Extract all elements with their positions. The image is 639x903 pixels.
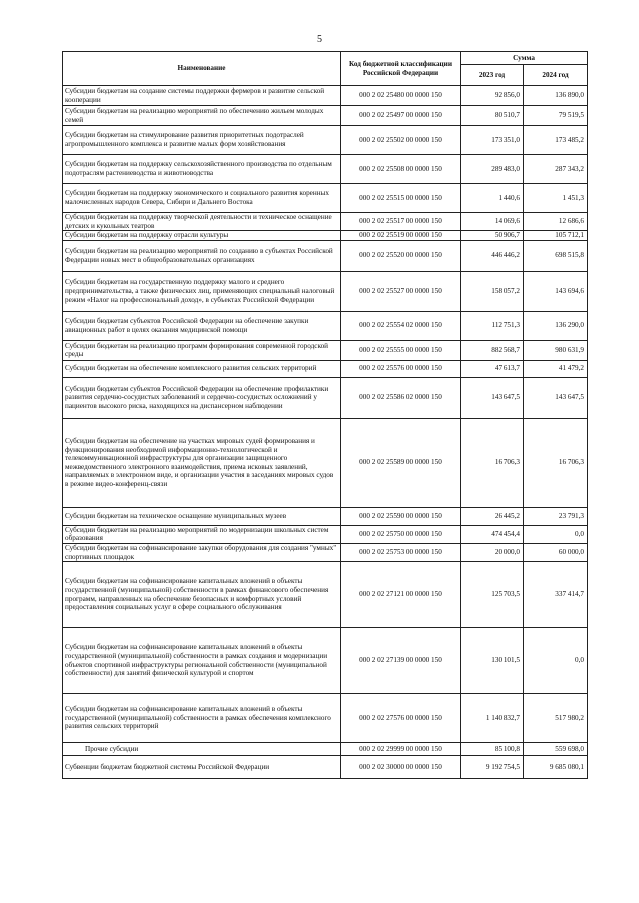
row-amount-2024: 337 414,7 bbox=[524, 562, 588, 628]
row-name: Субсидии бюджетам на поддержку творческой деятельности и техническое оснащение детских и кукольных театров bbox=[63, 213, 341, 231]
row-amount-2023: 289 483,0 bbox=[461, 155, 524, 184]
row-name: Субсидии бюджетам на реализацию мероприятий по модернизации школьных систем образования bbox=[63, 525, 341, 543]
table-row bbox=[63, 86, 588, 106]
row-name: Субсидии бюджетам на создание системы поддержки фермеров и развитие сельской кооперации bbox=[63, 86, 341, 106]
row-name: Субсидии бюджетам на обеспечение на участках мировых судей формирования и функционирования необходимой информационно-технологической и телекоммуникационной инфраструктуры для организации защищенного межведомственного электронного взаимодействия, приема исковых заявлений, направляемых в электронном виде, и организации участия в заседаниях мировых судов в режиме видео-конференц-связи bbox=[63, 418, 341, 507]
row-amount-2023: 112 751,3 bbox=[461, 311, 524, 340]
row-code: 000 2 02 27139 00 0000 150 bbox=[341, 628, 461, 694]
row-name: Субсидии бюджетам на стимулирование развития приоритетных подотраслей агропромышленного комплекса и развитие малых форм хозяйствования bbox=[63, 126, 341, 155]
table-row bbox=[63, 756, 588, 779]
budget-table bbox=[62, 51, 588, 779]
row-amount-2023: 50 906,7 bbox=[461, 231, 524, 241]
row-amount-2024: 517 980,2 bbox=[524, 694, 588, 743]
table-row bbox=[63, 184, 588, 213]
row-code: 000 2 02 25590 00 0000 150 bbox=[341, 507, 461, 525]
row-code: 000 2 02 25515 00 0000 150 bbox=[341, 184, 461, 213]
row-name: Субсидии бюджетам на софинансирование капитальных вложений в объекты государственной (муниципальной) собственности в рамках финансового обеспечения программ, направленных на обеспечение безопасных и комфортных условий предоставления социальных услуг в сфере социального обслуживания bbox=[63, 562, 341, 628]
row-amount-2024: 980 631,9 bbox=[524, 340, 588, 360]
row-name: Субсидии бюджетам на реализацию программ формирования современной городской среды bbox=[63, 340, 341, 360]
table-row bbox=[63, 507, 588, 525]
row-code: 000 2 02 25750 00 0000 150 bbox=[341, 525, 461, 543]
row-amount-2023: 130 101,5 bbox=[461, 628, 524, 694]
row-code: 000 2 02 25517 00 0000 150 bbox=[341, 213, 461, 231]
table-row bbox=[63, 231, 588, 241]
row-code: 000 2 02 25527 00 0000 150 bbox=[341, 271, 461, 311]
row-name: Субсидии бюджетам на техническое оснащение муниципальных музеев bbox=[63, 507, 341, 525]
row-amount-2024: 287 343,2 bbox=[524, 155, 588, 184]
row-name: Субсидии бюджетам на обеспечение комплексного развития сельских территорий bbox=[63, 360, 341, 377]
row-amount-2023: 143 647,5 bbox=[461, 377, 524, 418]
row-amount-2023: 16 706,3 bbox=[461, 418, 524, 507]
row-code: 000 2 02 25586 02 0000 150 bbox=[341, 377, 461, 418]
row-name: Субсидии бюджетам на поддержку экономического и социального развития коренных малочисленных народов Севера, Сибири и Дальнего Востока bbox=[63, 184, 341, 213]
row-code: 000 2 02 30000 00 0000 150 bbox=[341, 756, 461, 779]
header-year-2024: 2024 год bbox=[524, 65, 588, 86]
row-amount-2024: 698 515,8 bbox=[524, 240, 588, 271]
row-amount-2023: 85 100,8 bbox=[461, 743, 524, 756]
row-code: 000 2 02 25519 00 0000 150 bbox=[341, 231, 461, 241]
row-amount-2023: 173 351,0 bbox=[461, 126, 524, 155]
row-code: 000 2 02 25555 00 0000 150 bbox=[341, 340, 461, 360]
table-row bbox=[63, 340, 588, 360]
row-amount-2024: 1 451,3 bbox=[524, 184, 588, 213]
row-amount-2023: 26 445,2 bbox=[461, 507, 524, 525]
row-code: 000 2 02 29999 00 0000 150 bbox=[341, 743, 461, 756]
table-row bbox=[63, 126, 588, 155]
row-amount-2023: 47 613,7 bbox=[461, 360, 524, 377]
row-amount-2024: 12 686,6 bbox=[524, 213, 588, 231]
table-row bbox=[63, 543, 588, 561]
row-code: 000 2 02 27121 00 0000 150 bbox=[341, 562, 461, 628]
table-row bbox=[63, 311, 588, 340]
row-name: Субсидии бюджетам на реализацию мероприятий по обеспечению жильем молодых семей bbox=[63, 106, 341, 126]
row-amount-2024: 60 000,0 bbox=[524, 543, 588, 561]
row-amount-2023: 158 057,2 bbox=[461, 271, 524, 311]
row-amount-2023: 92 856,0 bbox=[461, 86, 524, 106]
header-sum: Сумма bbox=[461, 52, 588, 65]
row-amount-2023: 1 440,6 bbox=[461, 184, 524, 213]
row-amount-2023: 80 510,7 bbox=[461, 106, 524, 126]
table-row bbox=[63, 628, 588, 694]
row-amount-2023: 14 069,6 bbox=[461, 213, 524, 231]
row-name: Субсидии бюджетам на государственную поддержку малого и среднего предпринимательства, а также физических лиц, применяющих специальный налоговый режим «Налог на профессиональный доход», в субъектах Российской Федерации bbox=[63, 271, 341, 311]
row-amount-2023: 9 192 754,5 bbox=[461, 756, 524, 779]
row-code: 000 2 02 25576 00 0000 150 bbox=[341, 360, 461, 377]
row-code: 000 2 02 25589 00 0000 150 bbox=[341, 418, 461, 507]
table-row bbox=[63, 155, 588, 184]
row-amount-2024: 23 791,3 bbox=[524, 507, 588, 525]
row-code: 000 2 02 25520 00 0000 150 bbox=[341, 240, 461, 271]
row-amount-2023: 125 703,5 bbox=[461, 562, 524, 628]
row-code: 000 2 02 27576 00 0000 150 bbox=[341, 694, 461, 743]
header-code: Код бюджетной классификации Российской Федерации bbox=[341, 52, 461, 86]
row-name: Субсидии бюджетам субъектов Российской Федерации на обеспечение закупки авиационных работ в целях оказания медицинской помощи bbox=[63, 311, 341, 340]
row-amount-2024: 16 706,3 bbox=[524, 418, 588, 507]
table-row bbox=[63, 240, 588, 271]
row-name: Субсидии бюджетам субъектов Российской Федерации на обеспечение профилактики развития сердечно-сосудистых заболеваний и сердечно-сосудистых осложнений у пациентов высокого риска, находящихся на диспансерном наблюдении bbox=[63, 377, 341, 418]
table-row bbox=[63, 360, 588, 377]
row-name: Субсидии бюджетам на софинансирование капитальных вложений в объекты государственной (муниципальной) собственности в рамках создания и модернизации объектов спортивной инфраструктуры региональной собственности (муниципальной собственности) для занятий физической культурой и спортом bbox=[63, 628, 341, 694]
row-amount-2023: 1 140 832,7 bbox=[461, 694, 524, 743]
table-row bbox=[63, 525, 588, 543]
row-code: 000 2 02 25508 00 0000 150 bbox=[341, 155, 461, 184]
row-amount-2024: 0,0 bbox=[524, 628, 588, 694]
row-name: Субвенции бюджетам бюджетной системы Российской Федерации bbox=[63, 756, 341, 779]
table-row bbox=[63, 377, 588, 418]
row-name: Субсидии бюджетам на софинансирование закупки оборудования для создания "умных" спортивных площадок bbox=[63, 543, 341, 561]
row-amount-2024: 559 698,0 bbox=[524, 743, 588, 756]
row-amount-2024: 143 694,6 bbox=[524, 271, 588, 311]
table-row bbox=[63, 271, 588, 311]
row-amount-2024: 105 712,1 bbox=[524, 231, 588, 241]
row-code: 000 2 02 25480 00 0000 150 bbox=[341, 86, 461, 106]
table-row bbox=[63, 562, 588, 628]
row-name: Прочие субсидии bbox=[63, 743, 341, 756]
header-year-2023: 2023 год bbox=[461, 65, 524, 86]
row-amount-2023: 20 000,0 bbox=[461, 543, 524, 561]
row-amount-2023: 446 446,2 bbox=[461, 240, 524, 271]
table-row bbox=[63, 418, 588, 507]
row-amount-2024: 0,0 bbox=[524, 525, 588, 543]
row-code: 000 2 02 25554 02 0000 150 bbox=[341, 311, 461, 340]
page-number: 5 bbox=[317, 34, 322, 45]
table-row bbox=[63, 743, 588, 756]
row-amount-2023: 474 454,4 bbox=[461, 525, 524, 543]
row-amount-2024: 143 647,5 bbox=[524, 377, 588, 418]
table-body bbox=[63, 86, 588, 779]
table-row bbox=[63, 694, 588, 743]
row-amount-2024: 79 519,5 bbox=[524, 106, 588, 126]
table-row bbox=[63, 106, 588, 126]
row-amount-2024: 136 290,0 bbox=[524, 311, 588, 340]
row-name: Субсидии бюджетам на поддержку сельскохозяйственного производства по отдельным подотраслям растениеводства и животноводства bbox=[63, 155, 341, 184]
row-code: 000 2 02 25502 00 0000 150 bbox=[341, 126, 461, 155]
header-name: Наименование bbox=[63, 52, 341, 86]
row-name: Субсидии бюджетам на поддержку отрасли культуры bbox=[63, 231, 341, 241]
row-amount-2023: 882 568,7 bbox=[461, 340, 524, 360]
row-amount-2024: 136 890,0 bbox=[524, 86, 588, 106]
table-row bbox=[63, 213, 588, 231]
row-amount-2024: 173 485,2 bbox=[524, 126, 588, 155]
row-amount-2024: 9 685 080,1 bbox=[524, 756, 588, 779]
row-code: 000 2 02 25753 00 0000 150 bbox=[341, 543, 461, 561]
row-name: Субсидии бюджетам на реализацию мероприятий по созданию в субъектах Российской Федерации новых мест в общеобразовательных организациях bbox=[63, 240, 341, 271]
row-code: 000 2 02 25497 00 0000 150 bbox=[341, 106, 461, 126]
row-name: Субсидии бюджетам на софинансирование капитальных вложений в объекты государственной (муниципальной) собственности в рамках обеспечения комплексного развития сельских территорий bbox=[63, 694, 341, 743]
row-amount-2024: 41 479,2 bbox=[524, 360, 588, 377]
